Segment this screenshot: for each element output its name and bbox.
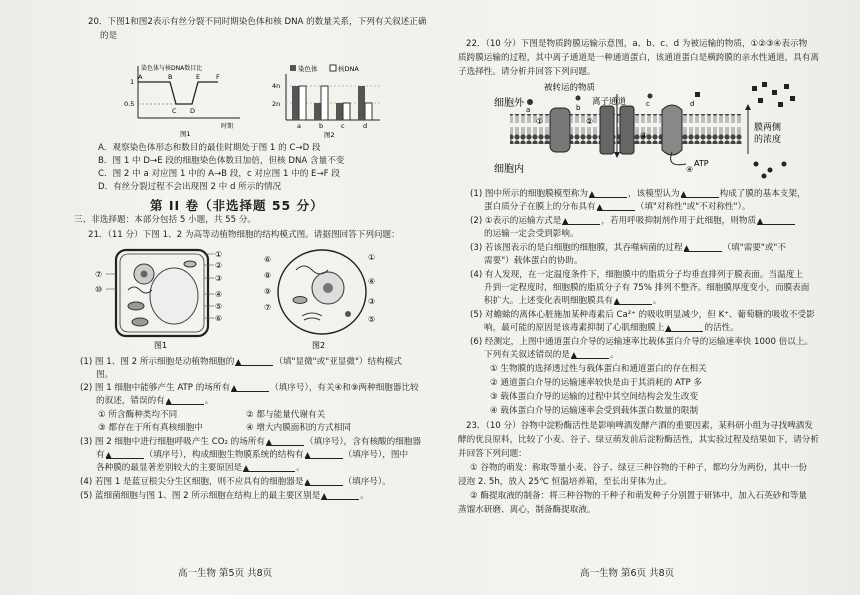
q21-sub4: [80, 476, 391, 488]
q20-figure1-line-graph: [118, 62, 243, 138]
q23-line5: 浸泡 2. 5h，放入 25℃ 恒温培养箱，至长出芽体为止。: [458, 477, 672, 487]
label-b: b: [576, 104, 581, 112]
answer-blank[interactable]: [757, 215, 795, 225]
fig1-point-A: A: [138, 73, 143, 81]
q21-sub2-text: (2) 图 1 细胞中能够产生 ATP 的场所有: [80, 383, 231, 393]
fig1-label-1: ①: [215, 250, 223, 259]
q21-sub3-cont2: [96, 462, 305, 474]
fig2-bar-d-dna: [365, 103, 372, 120]
q22-sub2-text-b: ，若用呼吸抑制剂作用于此细胞，则物质: [601, 216, 757, 226]
answer-blank[interactable]: [106, 449, 144, 459]
fig1-xlabel: 时期: [221, 123, 234, 130]
process-4: ④: [686, 165, 694, 174]
q22-line1: 22．（10 分）下图是物质跨膜运输示意图，a、b、c、d 为被运输的物质，①②③④表示物: [466, 39, 808, 49]
chloroplast-2: [132, 318, 148, 326]
q21-figure1-plant-cell: [92, 244, 234, 350]
carrier-protein-1: [550, 108, 570, 152]
d-square-5: [758, 98, 763, 103]
fig1-label-4: ④: [215, 290, 223, 299]
fig2-legend-dna: 核DNA: [338, 65, 359, 73]
q21-option-4: ④ 增大内膜面积的方式相同: [246, 423, 351, 433]
carrier-protein-atp: [662, 105, 682, 155]
q22-sub6-text-c: 。: [609, 350, 619, 360]
q22-sub3-text-b: （填"需要"或"不: [722, 243, 786, 253]
q23-line3: 并回答下列问题：: [458, 449, 527, 459]
q21-option-2: ② 都与能量代谢有关: [246, 410, 326, 420]
fig1-point-E: E: [196, 73, 201, 81]
fig2-label-8: ⑧: [264, 271, 272, 280]
q22-sub3: [470, 242, 786, 254]
fig2-bar-a-dna: [299, 86, 306, 120]
label-outside: 细胞外: [494, 98, 524, 109]
q21-sub3-cont: [96, 449, 408, 461]
answer-blank[interactable]: [235, 356, 273, 366]
answer-blank[interactable]: [614, 295, 652, 305]
q21-sub3: [80, 436, 421, 448]
q21-sub5-text: (5) 蓝细菌细胞与图 1、图 2 所示细胞在结构上的最主要区别是: [80, 491, 321, 501]
d-square-1: [752, 86, 757, 91]
q22-sub3-text: (3) 若该图表示的是白细胞的细胞膜，其吞噬病菌的过程: [470, 243, 683, 253]
q21-sub3-text-b: （填序号），含有核酸的细胞器: [305, 437, 422, 447]
blank-mark: ▲: [665, 323, 672, 332]
answer-blank[interactable]: [571, 349, 609, 359]
q23-line7: 蒸馏水研磨、离心，制备酶提取液。: [458, 505, 596, 515]
animal-centrosome: [345, 311, 351, 317]
blank-mark: ▲: [304, 477, 311, 486]
blank-mark: ▲: [757, 216, 763, 225]
answer-blank[interactable]: [243, 462, 295, 472]
q21-sub2-text-b: （填序号），有关④和⑨两种细胞器比较: [270, 383, 419, 393]
endoplasmic-reticulum: [128, 287, 152, 293]
channel-protein-left: [600, 106, 614, 154]
q22-sub6-text-b: 下列有关叙述错误的是: [484, 350, 570, 360]
animal-mitochondrion: [293, 297, 307, 304]
concentration-arrow-head: [745, 104, 751, 110]
animal-golgi: [302, 313, 322, 320]
fig2-label-6: ⑥: [264, 255, 272, 264]
fig2-y-tick-4n: 4n: [272, 82, 281, 90]
dot-3: [782, 162, 787, 167]
fig2-bar-c-dna: [343, 103, 350, 120]
fig1-label-7: ⑦: [95, 270, 103, 279]
fig2-cat-b: b: [319, 122, 324, 130]
q22-sub1-text-b: ，该模型认为: [628, 189, 680, 199]
q21-figure2-animal-cell: [262, 244, 382, 350]
fig2-label-3: ③: [368, 297, 376, 306]
answer-blank[interactable]: [266, 436, 304, 446]
q22-line2: 质跨膜运输的过程，其中离子通道是一种通道蛋白，该通道蛋白是横跨膜的亲水性通道，具有离: [458, 53, 819, 63]
q21-sub2-text-d: 。: [204, 396, 214, 406]
q21-sub1-text-b: （填"显微"或"亚显微"）结构模式: [274, 357, 402, 367]
label-conc-line2: 的浓度: [754, 135, 782, 145]
q22-sub1-cont: [484, 201, 750, 213]
q21-sub2-cont: [96, 395, 213, 407]
dot-4: [762, 174, 767, 179]
fig2-bar-a-chromosome: [292, 86, 299, 120]
q23-line2: 酵的优良原料，比较了小麦、谷子、绿豆萌发前后淀粉酶活性，其实验过程及结果如下，请分析: [458, 435, 819, 445]
animal-er: [296, 266, 328, 274]
label-ion-channel: 离子通道: [592, 97, 627, 107]
label-d: d: [690, 100, 695, 108]
blank-mark: ▲: [235, 357, 242, 366]
q22-sub2-text: (2) ①表示的运输方式是: [470, 216, 562, 226]
fig1-label-2: ②: [215, 261, 223, 270]
q21-sub3-text-f: 各种膜的最显著差别较大的主要原因是: [96, 463, 243, 473]
q22-option-4: ④ 载体蛋白介导的运输速率会受到载体蛋白数量的限制: [490, 406, 699, 416]
q22-sub1-text: (1) 图中所示的细胞膜模型称为: [470, 189, 589, 199]
answer-blank[interactable]: [589, 188, 627, 198]
d-square-2: [762, 82, 767, 87]
blank-mark: ▲: [680, 189, 687, 198]
answer-blank[interactable]: [166, 395, 204, 405]
q21-option-3: ③ 都存在于所有真核细胞中: [98, 423, 203, 433]
dot-2: [768, 168, 773, 173]
fig1-point-D: D: [190, 107, 196, 115]
animal-nucleolus: [323, 283, 333, 293]
fig2-bar-b-chromosome: [314, 103, 321, 120]
q22-option-3: ③ 载体蛋白介导的运输的过程中其空间结构会发生改变: [490, 392, 699, 402]
label-transported-substance: 被转运的物质: [544, 83, 596, 93]
fig2-y-tick-2n: 2n: [272, 100, 281, 108]
substance-a-dot: [527, 99, 533, 105]
q21-sub2: [80, 382, 419, 394]
fig1-label-5: ⑤: [215, 302, 223, 311]
fig2-cat-a: a: [297, 122, 301, 130]
fig2-bar-b-dna: [321, 86, 328, 120]
q22-option-1: ① 生物膜的选择透过性与载体蛋白和通道蛋白的存在相关: [490, 364, 707, 374]
fig2-label-9: ⑨: [264, 287, 272, 296]
fig2-label-5: ⑤: [368, 315, 376, 324]
d-square-7: [790, 96, 795, 101]
blank-mark: ▲: [562, 216, 569, 225]
mitochondrion: [184, 261, 196, 267]
q21-sub1-cont: 图。: [96, 370, 114, 380]
q21-sub3-text-g: 。: [296, 463, 305, 473]
label-a: a: [526, 106, 531, 114]
q22-option-2: ② 通道蛋白介导的运输速率较快是由于其消耗的 ATP 多: [490, 378, 703, 388]
q22-sub5-text-c: 的活性。: [704, 323, 739, 333]
q23-line1: 23．（10 分）谷物中淀粉酶活性是影响啤酒发酵产酒的重要因素，某科研小组为寻找啤酒发: [466, 421, 813, 431]
q23-line6: ② 酶提取液的制备：将三种谷物的干种子和萌发种子分别置于研钵中，加入石英砂和等量: [470, 491, 808, 501]
q21-fig2-caption: 图2: [312, 341, 326, 350]
q22-sub4-cont2: [484, 295, 662, 307]
q21-sub1-text: (1) 图 1、图 2 所示细胞是动植物细胞的: [80, 357, 235, 367]
q22-sub1-text-e: （填"对称性"或"不对称性"）。: [635, 202, 751, 212]
q21-fig1-caption: 图1: [154, 341, 168, 350]
blank-mark: ▲: [165, 396, 172, 405]
answer-blank[interactable]: [562, 215, 600, 225]
answer-blank[interactable]: [681, 188, 719, 198]
d-square-4: [784, 84, 789, 89]
answer-blank[interactable]: [305, 476, 343, 486]
channel-protein-right: [620, 106, 634, 154]
right-footer: 高一生物 第6页 共8页: [580, 568, 675, 579]
fig2-cat-c: c: [341, 122, 345, 130]
fig1-point-F: F: [216, 73, 220, 81]
blank-mark: ▲: [304, 450, 311, 459]
q22-sub5-cont: [484, 322, 739, 334]
q22-sub3-cont: 需要"）载体蛋白的协助。: [484, 256, 583, 266]
fig2-label-7: ⑦: [264, 303, 272, 312]
q20-option-c: C．图 2 中 a 对应图 1 中的 A→B 段，c 对应图 1 中的 E→F 段: [98, 169, 340, 179]
vacuole: [150, 268, 198, 324]
q22-sub2-cont: 的运输一定会受到影响。: [484, 229, 579, 239]
substance-c-dot: [648, 94, 653, 99]
q22-sub1-text-c: 构成了膜的基本支架，: [719, 189, 806, 199]
q21-sub3-text-c: 有: [96, 450, 105, 460]
q22-line3: 子选择性。请分析并回答下列问题。: [458, 67, 596, 77]
section-2-title: 第 II 卷（非选择题 55 分）: [150, 198, 324, 213]
q20-line2: 的是: [100, 31, 118, 41]
chloroplast-1: [128, 302, 144, 310]
q21-sub3-text: (3) 图 2 细胞中进行细胞呼吸产生 CO₂ 的场所有: [80, 437, 266, 447]
fig1-y-tick-1: 1: [130, 78, 135, 86]
fig2-label-4: ④: [368, 277, 376, 286]
label-conc-line1: 膜两侧: [754, 123, 782, 133]
q21-sub3-text-e: （填序号），图中: [343, 450, 409, 460]
q23-line4: ① 谷物的萌发：称取等量小麦、谷子、绿豆三种谷物的干种子，都均分为两份，其中一份: [470, 463, 808, 473]
q21-sub2-text-c: 的叙述，错误的有: [96, 396, 165, 406]
nucleolus: [141, 271, 148, 278]
blank-mark: ▲: [266, 437, 272, 446]
q22-sub4-text-d: 。: [652, 296, 662, 306]
substance-b-dot: [576, 96, 581, 101]
label-inside: 细胞内: [494, 164, 524, 175]
blank-mark: ▲: [570, 350, 577, 359]
fig2-legend-swatch-chromosome: [290, 65, 296, 71]
part-3-heading: 三、非选择题：本部分包括 5 小题，共 55 分。: [74, 215, 257, 225]
fig1-ratio-curve: [138, 82, 218, 104]
q22-sub2: [470, 215, 796, 227]
blank-mark: ▲: [231, 383, 237, 392]
fig1-label-3: ③: [215, 274, 223, 283]
fig2-cat-d: d: [363, 122, 368, 130]
process-1: ①: [536, 117, 544, 126]
blank-mark: ▲: [105, 450, 112, 459]
fig2-bar-d-chromosome: [358, 86, 365, 120]
fig1-ylabel: 染色体与核DNA数目比: [141, 65, 203, 72]
blank-mark: ▲: [321, 491, 328, 500]
q20-option-a: A．观察染色体形态和数目的最佳时期处于图 1 的 C→D 段: [98, 143, 321, 153]
q22-sub1: [470, 188, 806, 200]
blank-mark: ▲: [589, 189, 595, 198]
dot-1: [754, 162, 759, 167]
q20-option-d: D．有丝分裂过程不会出现图 2 中 d 所示的情况: [98, 182, 282, 192]
q22-sub4-text-c: 积扩大。上述变化表明细胞膜具有: [484, 296, 613, 306]
arrow-channel-head: [614, 152, 620, 158]
answer-blank[interactable]: [597, 201, 635, 211]
left-footer: 高一生物 第5页 共8页: [178, 568, 273, 579]
q22-sub1-text-d: 蛋白质分子在膜上的分布具有: [484, 202, 596, 212]
fig1-y-tick-05: 0.5: [124, 100, 135, 108]
q21-sub4-text-b: （填序号）。: [343, 477, 391, 487]
answer-blank[interactable]: [321, 490, 359, 500]
label-atp: ATP: [694, 159, 709, 168]
q20-option-b: B．图 1 中 D→E 段的细胞染色体数目加倍，但核 DNA 含量不变: [98, 156, 345, 166]
fig2-legend-chromosome: 染色体: [298, 65, 318, 73]
fig2-bar-c-chromosome: [336, 103, 343, 120]
fig2-legend-swatch-dna: [330, 65, 336, 71]
q22-sub5: (5) 对蟾蜍的离体心脏施加某种毒素后 Ca²⁺ 的吸收明显减少，但 K⁺、葡萄糖的吸收不受影: [470, 310, 815, 320]
answer-blank[interactable]: [305, 449, 343, 459]
fig1-point-C: C: [172, 107, 177, 115]
q20-figure2-bar-chart: [268, 62, 388, 138]
answer-blank[interactable]: [231, 382, 269, 392]
fig2-caption: 图2: [324, 131, 335, 138]
fig2-label-1: ①: [368, 253, 376, 262]
fig1-label-6: ⑥: [215, 314, 223, 323]
q21-sub3-text-d: （填序号），构成细胞生物膜系统的结构有: [144, 450, 304, 460]
fig1-caption: 图1: [180, 130, 191, 138]
substance-d-square: [695, 92, 700, 97]
process-3: ③: [640, 131, 648, 140]
q21-sub4-text: (4) 若图 1 是蓝豆根尖分生区细胞，则不应具有的细胞器是: [80, 477, 304, 487]
q21-sub5-text-b: 。: [360, 491, 369, 501]
q22-sub5-text-b: 响，最可能的原因是该毒素抑制了心肌细胞膜上: [484, 323, 665, 333]
q22-sub6: (6) 经测定，上图中通道蛋白介导的运输速率比载体蛋白介导的运输速率快 1000 倍以上。: [470, 337, 814, 347]
q21-sub5: [80, 490, 369, 502]
q20-line1: 20．下图1和图2表示有丝分裂不同时期染色体和核 DNA 的数量关系，下列有关叙述正确: [88, 17, 427, 27]
fig1-label-10: ⑩: [95, 285, 103, 294]
q22-sub4-cont: 升到一定程度时，细胞膜的脂质分子有 75% 排列不整齐。细胞膜厚度变小，而膜表面: [484, 283, 810, 293]
answer-blank[interactable]: [684, 242, 722, 252]
q22-membrane-transport-diagram: [490, 80, 830, 184]
label-c: c: [646, 100, 650, 108]
answer-blank[interactable]: [665, 322, 703, 332]
q22-sub4: (4) 有人发现，在一定温度条件下，细胞膜中的脂质分子均垂直排列于膜表面。当温度上: [470, 270, 803, 280]
q21-intro: 21．（11 分）下图 1、2 为高等动植物细胞的结构模式图。请据图回答下列问题：: [88, 230, 400, 240]
process-2: ②: [586, 117, 594, 126]
blank-mark: ▲: [596, 202, 603, 211]
q21-option-1: ① 所含酶种类均不同: [98, 410, 178, 420]
q22-sub6-cont: [484, 349, 619, 361]
right-page: [430, 0, 860, 595]
d-square-6: [778, 102, 783, 107]
d-square-3: [772, 90, 777, 95]
fig1-point-B: B: [168, 73, 173, 81]
blank-mark: ▲: [613, 296, 620, 305]
blank-mark: ▲: [683, 243, 690, 252]
q21-sub1: [80, 356, 402, 368]
blank-mark: ▲: [243, 463, 249, 472]
